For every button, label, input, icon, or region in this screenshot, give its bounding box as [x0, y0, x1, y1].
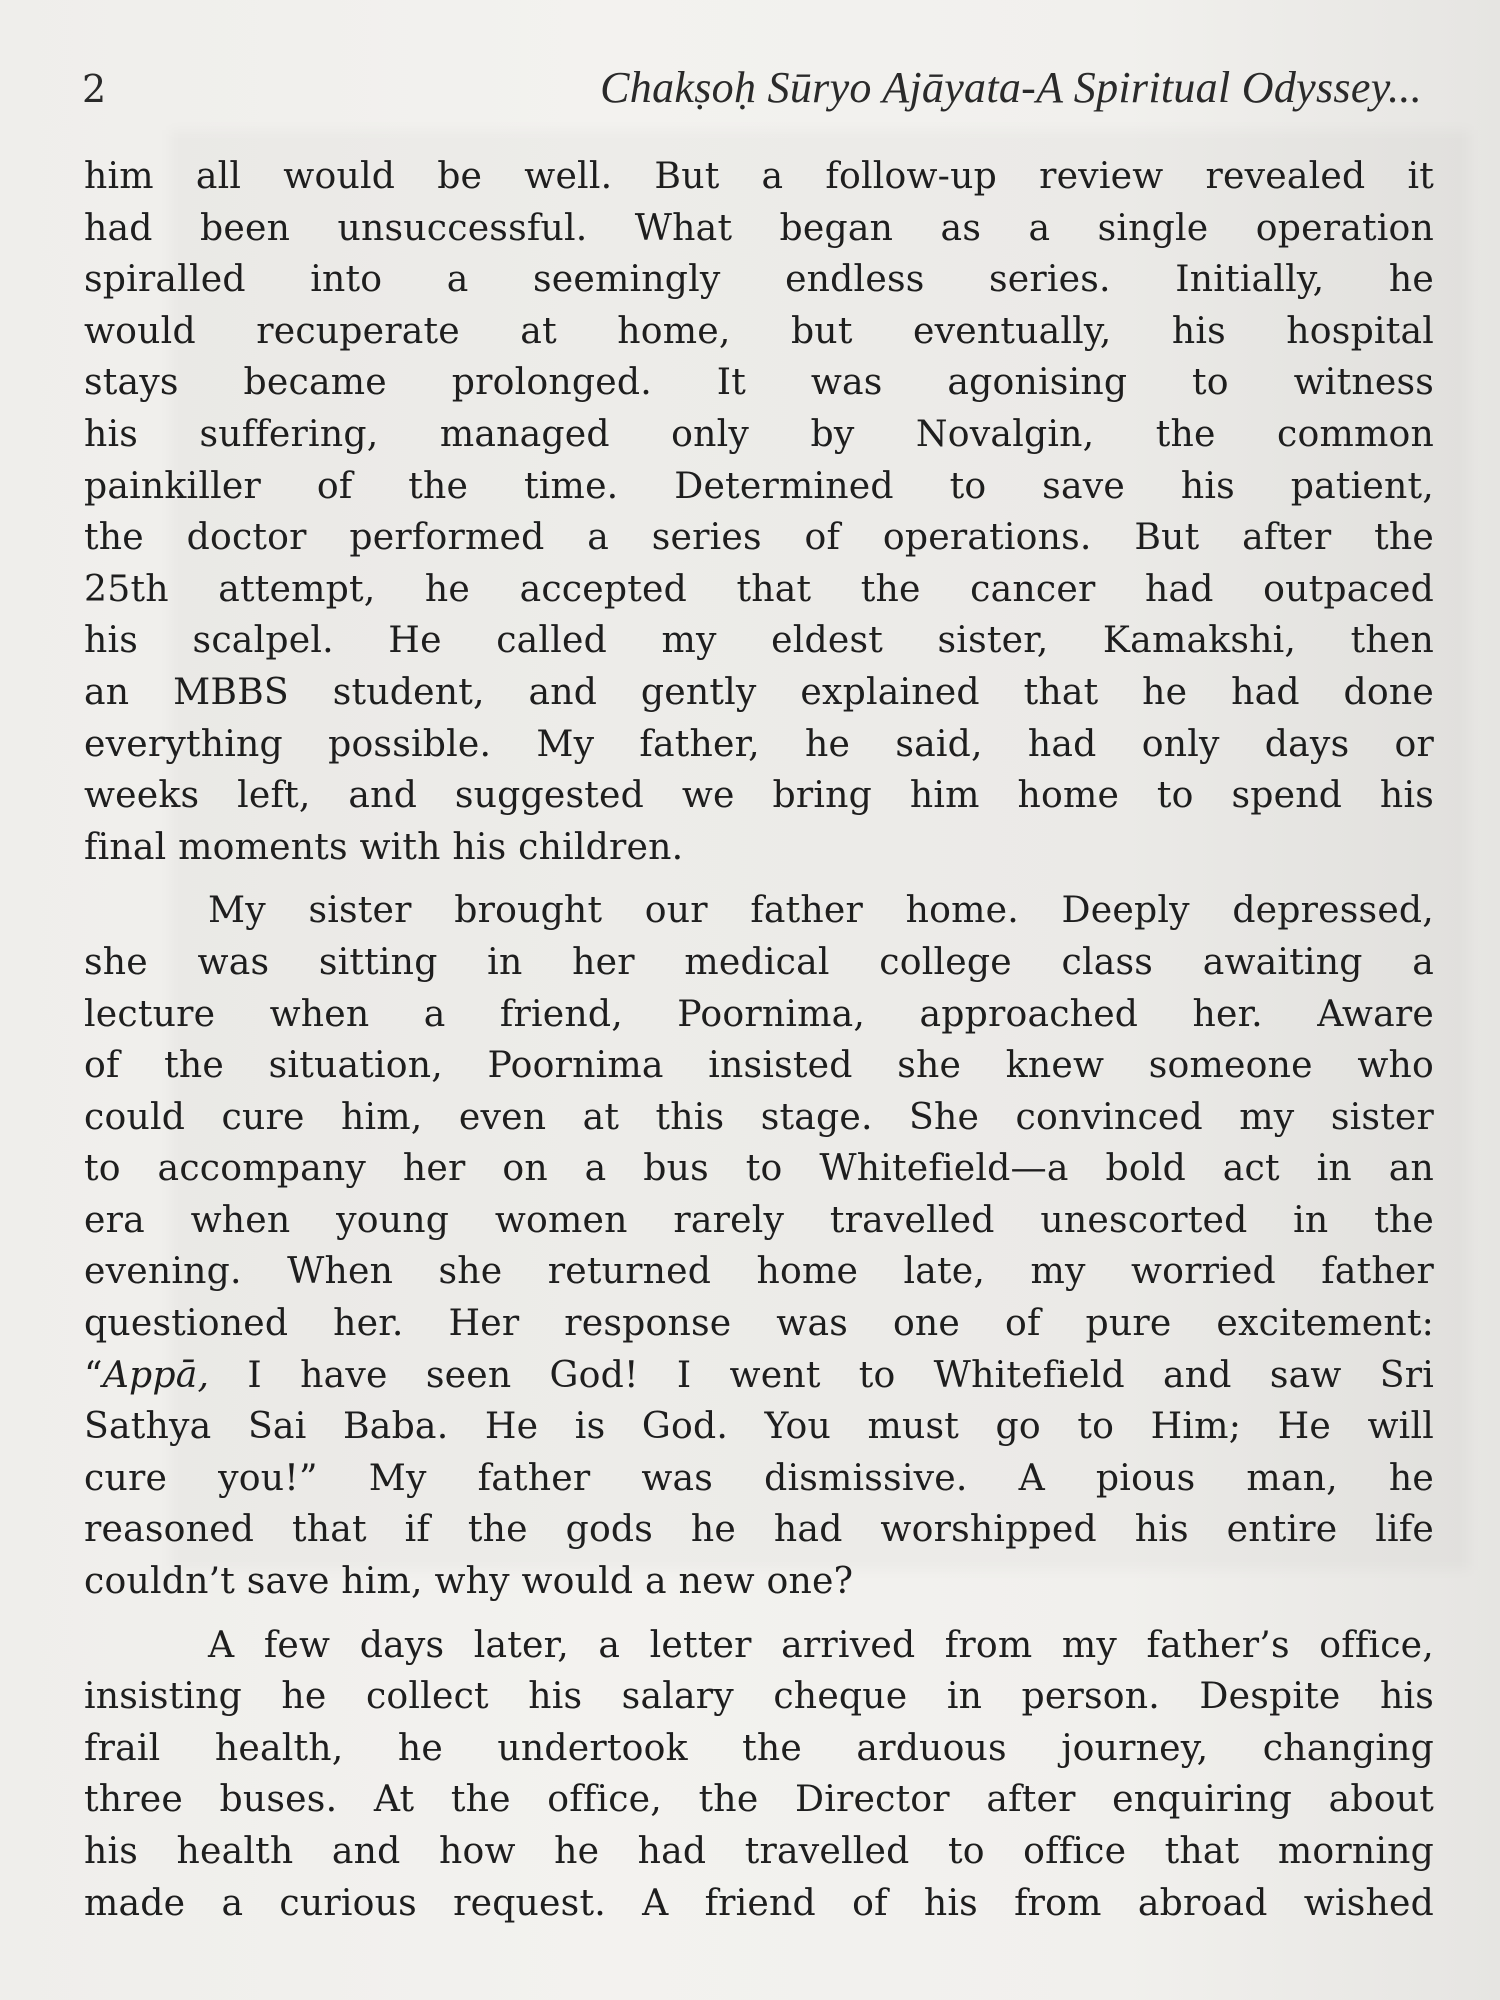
text-line: could cure him, even at this stage. She convinced my sister — [84, 1094, 1434, 1138]
text-line: frail health, he undertook the arduous journey, changing — [84, 1725, 1434, 1769]
text-line: stays became prolonged. It was agonising to witness — [84, 360, 1434, 404]
text-line: 25th attempt, he accepted that the cancer had outpaced — [84, 566, 1434, 610]
text-line: his suffering, managed only by Novalgin, the common — [84, 411, 1434, 455]
text-line: weeks left, and suggested we bring him home to spend his — [84, 773, 1434, 817]
running-head — [82, 62, 1422, 122]
text-line: final moments with his children. — [84, 824, 684, 868]
text-line: everything possible. My father, he said, had only days or — [84, 721, 1434, 765]
text-line: “Appā, I have seen God! I went to Whitefield and saw Sri — [84, 1352, 1434, 1396]
text-line: reasoned that if the gods he had worshipped his entire life — [84, 1507, 1434, 1551]
body-text — [84, 150, 1434, 1940]
text-line: his scalpel. He called my eldest sister, Kamakshi, then — [84, 618, 1434, 662]
text-line: era when young women rarely travelled unescorted in the — [84, 1197, 1434, 1241]
text-line: A few days later, a letter arrived from my father’s office, — [208, 1622, 1434, 1666]
text-line: spiralled into a seemingly endless series. Initially, he — [84, 257, 1434, 301]
page-number: 2 — [82, 67, 107, 111]
text-line: of the situation, Poornima insisted she knew someone who — [84, 1043, 1434, 1087]
text-line: to accompany her on a bus to Whitefield—a bold act in an — [84, 1146, 1434, 1190]
text-line: My sister brought our father home. Deeply depressed, — [208, 888, 1434, 932]
text-line: couldn’t save him, why would a new one? — [84, 1559, 854, 1603]
text-line: him all would be well. But a follow-up review revealed it — [84, 154, 1434, 197]
book-title: Chakṣoḥ Sūryo Ajāyata-A Spiritual Odyssey... — [600, 63, 1422, 112]
text-line: made a curious request. A friend of his from abroad wished — [84, 1880, 1434, 1924]
text-line: she was sitting in her medical college class awaiting a — [84, 939, 1434, 983]
text-line: an MBBS student, and gently explained that he had done — [84, 669, 1434, 713]
text-line: the doctor performed a series of operations. But after the — [84, 515, 1434, 559]
text-line: lecture when a friend, Poornima, approached her. Aware — [84, 991, 1434, 1035]
text-line: painkiller of the time. Determined to save his patient, — [84, 463, 1434, 507]
text-line: cure you!” My father was dismissive. A pious man, he — [84, 1455, 1434, 1499]
text-line: Sathya Sai Baba. He is God. You must go to Him; He will — [84, 1404, 1434, 1448]
text-line: three buses. At the office, the Director after enquiring about — [84, 1777, 1434, 1821]
text-line: questioned her. Her response was one of pure excitement: — [84, 1301, 1434, 1345]
paragraph — [84, 150, 1434, 872]
paragraph — [84, 1619, 1434, 1929]
text-line: evening. When she returned home late, my worried father — [84, 1249, 1434, 1293]
text-line: insisting he collect his salary cheque in person. Despite his — [84, 1674, 1434, 1718]
text-line: would recuperate at home, but eventually, his hospital — [84, 308, 1434, 352]
text-line: his health and how he had travelled to office that morning — [84, 1829, 1434, 1872]
text-line: had been unsuccessful. What began as a single operation — [84, 205, 1434, 249]
paragraph — [84, 884, 1434, 1606]
